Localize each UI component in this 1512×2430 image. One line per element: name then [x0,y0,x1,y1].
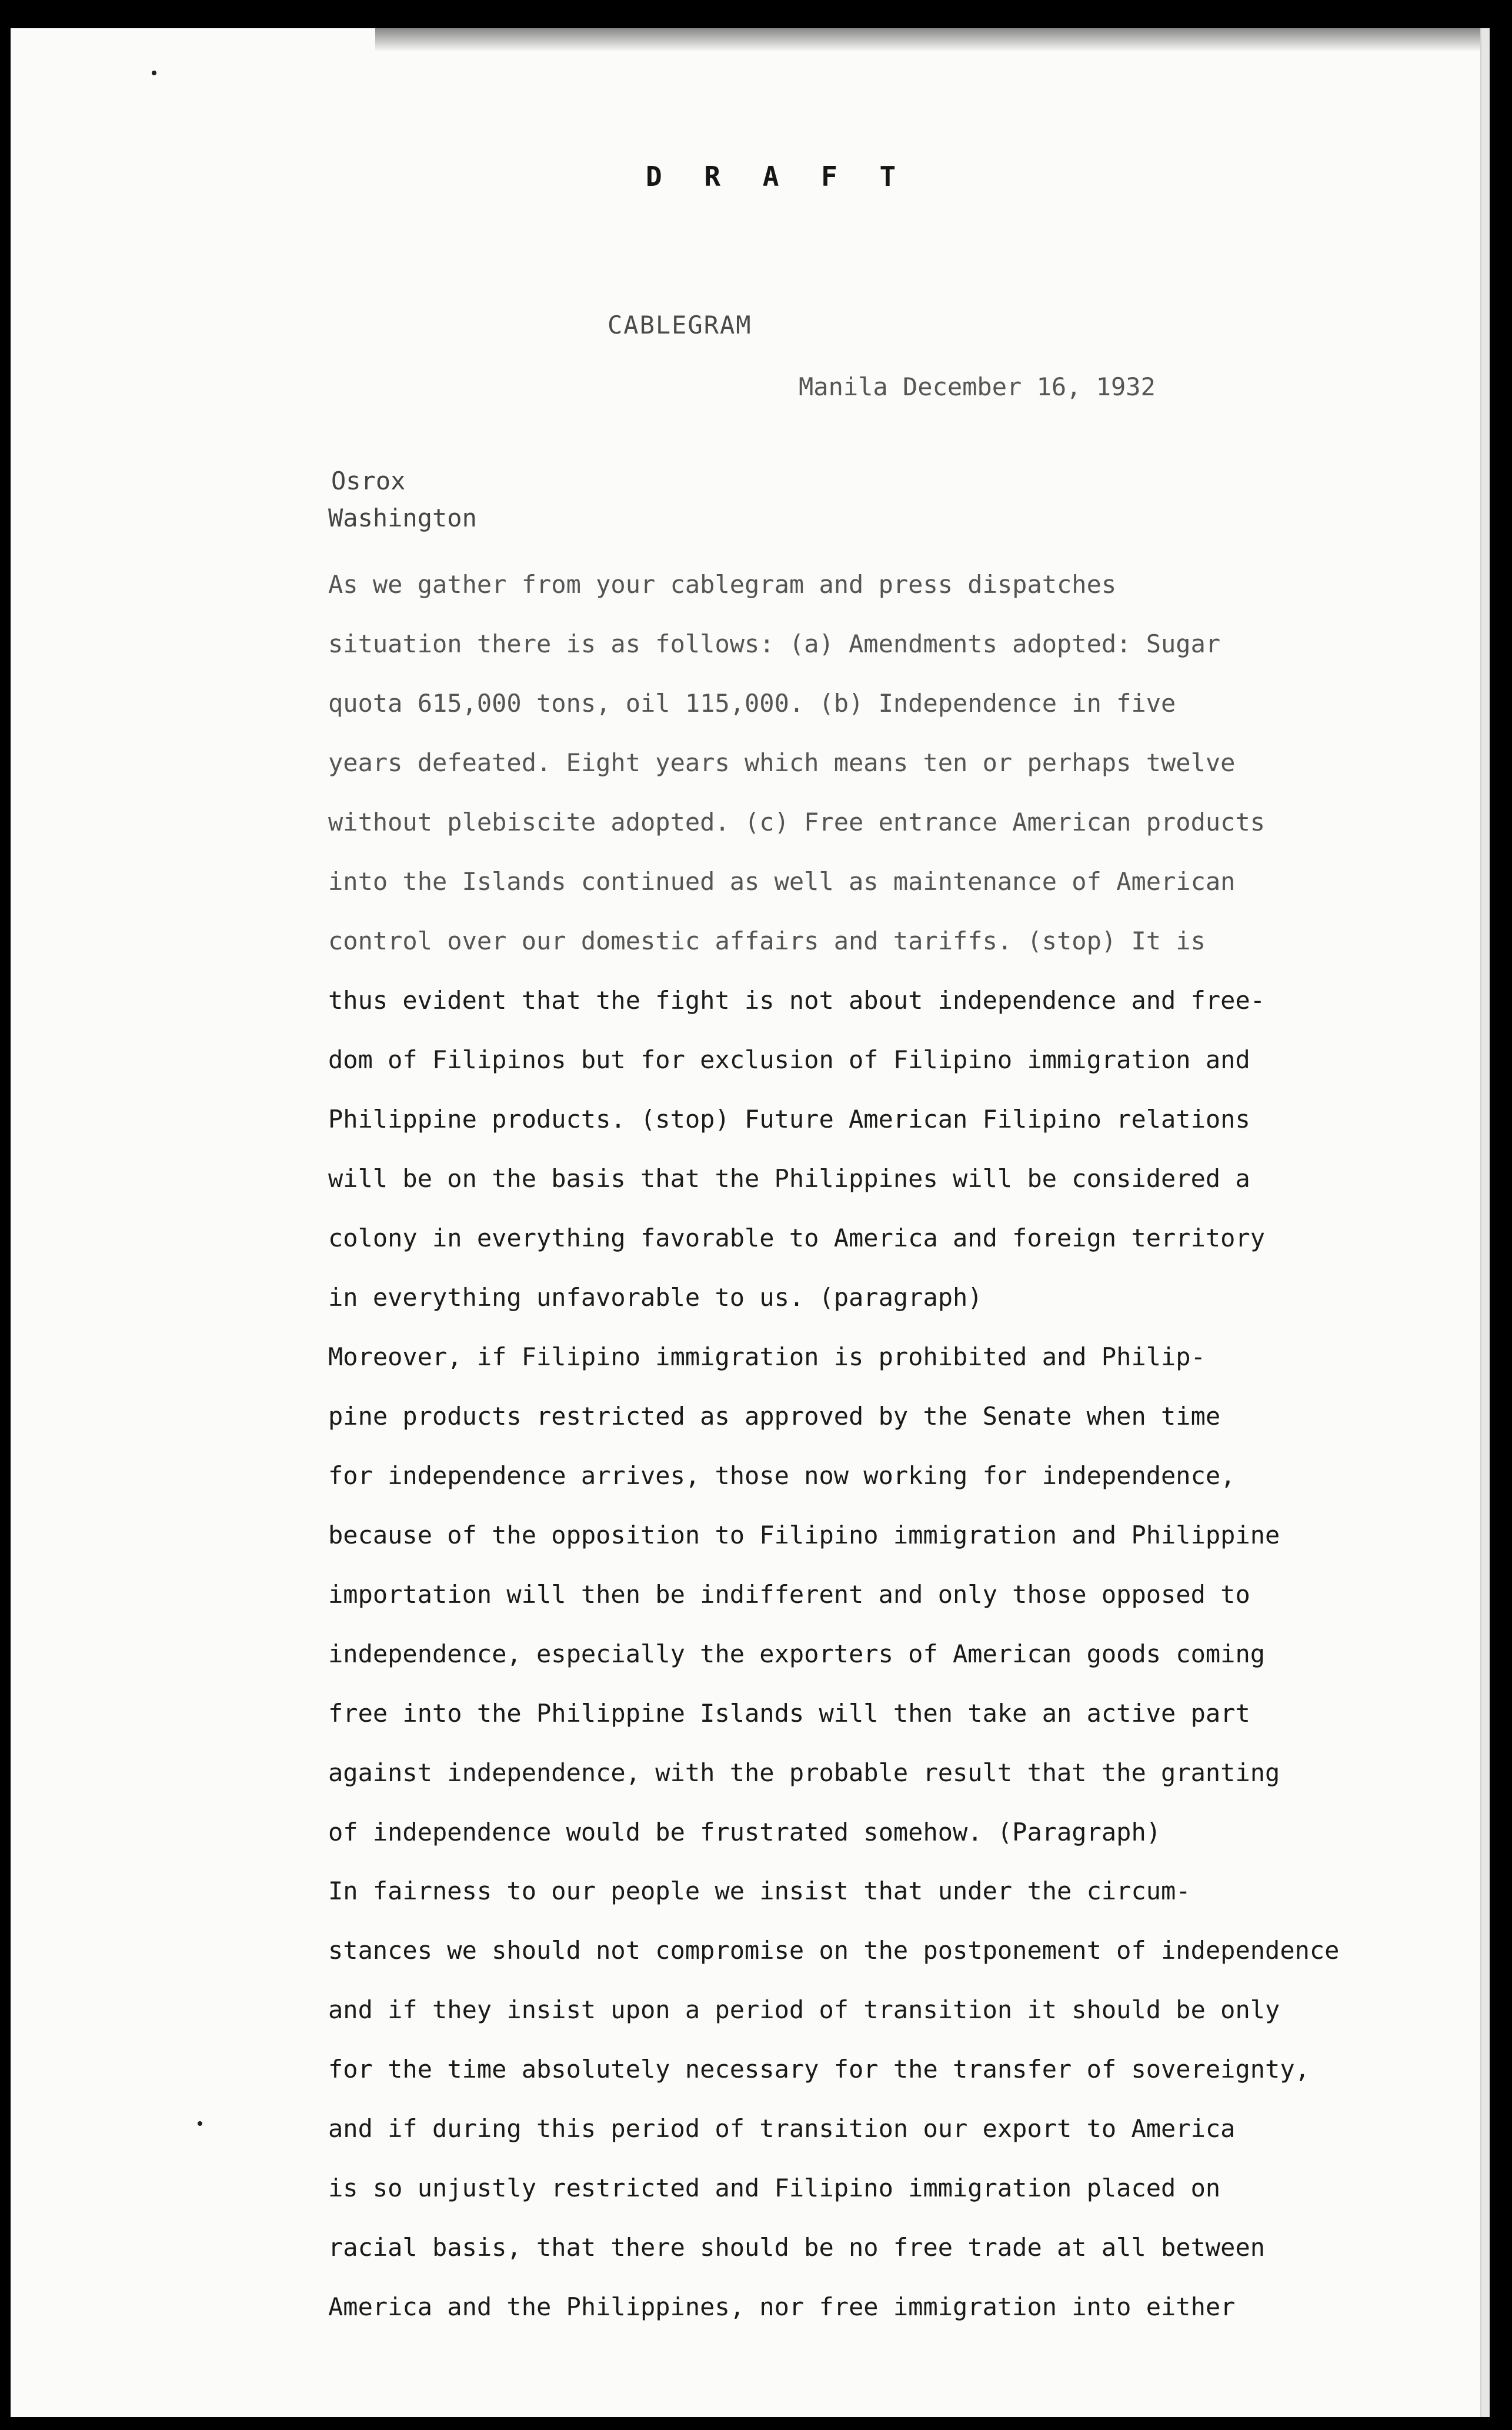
document-page [11,28,1490,2417]
body-paragraph-3: In fairness to our people we insist that under the circum- stances we should not compromise on the postponement of independence and if they insist upon a period of transition it should be only for the time absolutely necessary for the transfer of sovereignty, and if during this period of transition our export to America is so unjustly restricted and Filipino immigration placed on racial basis, that there should be no free trade at all between America and the Philippines, nor free immigration into either [328,1876,1340,2321]
addressee-name: Osrox [331,466,406,495]
body-paragraph-1-faded: As we gather from your cablegram and press dispatches situation there is as follows: (a) Amendments adopted: Sugar quota 615,000 tons, oil 115,000. (b) Independence in five years defeated. Eight years which means ten or perhaps twelve without plebiscite adopted. (c) Free entrance American products into the Islands continued as well as maintenance of American control over our domestic affairs and tariffs. (stop) It is [328,570,1266,955]
body-paragraph-2: Moreover, if Filipino immigration is prohibited and Philip- pine products restricted as approved by the Senate when time for independence arrives, those now working for independence, because of the opposition to Filipino immigration and Philippine importation will then be indifferent and only those opposed to independence, especially the exporters of American goods coming free into the Philippine Islands will then take an active part against independence, with the probable result that the granting of independence would be frustrated somehow. (Paragraph) [328,1342,1280,1846]
ink-speck [152,71,156,75]
date-line: Manila December 16, 1932 [799,372,1156,401]
cablegram-label: CABLEGRAM [608,311,752,339]
page-edge [1480,28,1490,2417]
scan-edge-shadow [375,28,1490,52]
addressee-city: Washington [328,504,477,532]
body-paragraph-1-continued: thus evident that the fight is not about independence and free- dom of Filipinos but for exclusion of Filipino immigration and Philippine products. (stop) Future American Filipino relations will be on the basis that the Philippines will be considered a colony in everything favorable to America and foreign territory in everything unfavorable to us. (paragraph) [328,986,1266,1312]
ink-speck [198,2121,202,2126]
draft-heading: D R A F T [646,161,909,192]
